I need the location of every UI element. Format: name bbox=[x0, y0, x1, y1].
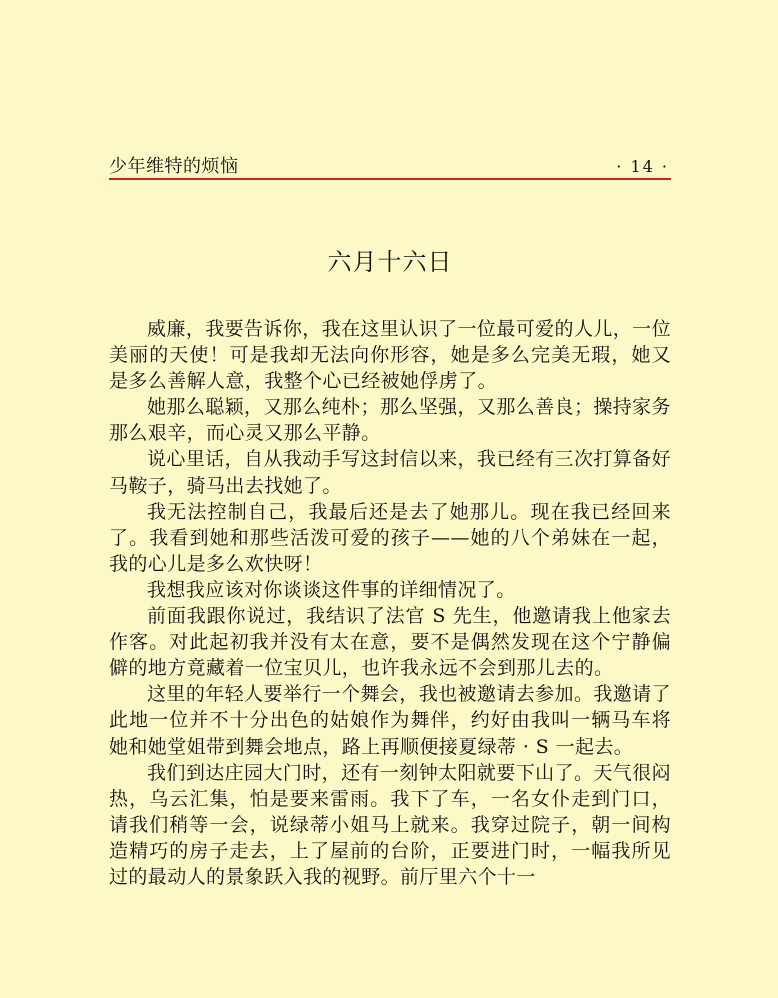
paragraph: 前面我跟你说过，我结识了法官 S 先生，他邀请我上他家去作客。对此起初我并没有太在意，要不是偶然发现在这个宁静偏僻的地方竟藏着一位宝贝儿，也许我永远不会到那儿去的。 bbox=[109, 605, 671, 680]
header-page-number: · 14 · bbox=[616, 157, 669, 176]
paragraph: 我想我应该对你谈谈这件事的详细情况了。 bbox=[147, 578, 516, 601]
paragraph: 这里的年轻人要举行一个舞会，我也被邀请去参加。我邀请了此地一位并不十分出色的姑娘作为舞伴，约好由我叫一辆马车将她和她堂姐带到舞会地点，路上再顺便接夏绿蒂 · S 一起去。 bbox=[109, 683, 671, 758]
header-rule bbox=[109, 178, 671, 180]
paragraph: 她那么聪颖，又那么纯朴；那么坚强，又那么善良；操持家务那么艰辛，而心灵又那么平静。 bbox=[109, 396, 671, 445]
paragraph: 我们到达庄园大门时，还有一刻钟太阳就要下山了。天气很闷热，乌云汇集，怕是要来雷雨。我下了车，一名女仆走到门口，请我们稍等一会，说绿蒂小姐马上就来。我穿过院子，朝一间构造精巧的房子走去，上了屋前的台阶，正要进门时，一幅我所见过的最动人的景象跃入我的视野。前厅里六个十一 bbox=[109, 761, 671, 888]
chapter-title: 六月十六日 bbox=[327, 248, 453, 276]
header-book-title: 少年维特的烦恼 bbox=[109, 156, 239, 177]
paragraph: 威廉，我要告诉你，我在这里认识了一位最可爱的人儿，一位美丽的天使！可是我却无法向你形容，她是多么完美无瑕，她又是多么善解人意，我整个心已经被她俘虏了。 bbox=[109, 318, 671, 393]
running-header bbox=[109, 156, 671, 180]
paragraph: 说心里话，自从我动手写这封信以来，我已经有三次打算备好马鞍子，骑马出去找她了。 bbox=[109, 448, 671, 497]
paragraph: 我无法控制自己，我最后还是去了她那儿。现在我已经回来了。我看到她和那些活泼可爱的孩子——她的八个弟妹在一起，我的心儿是多么欢快呀！ bbox=[109, 500, 671, 575]
body-text bbox=[109, 316, 671, 890]
